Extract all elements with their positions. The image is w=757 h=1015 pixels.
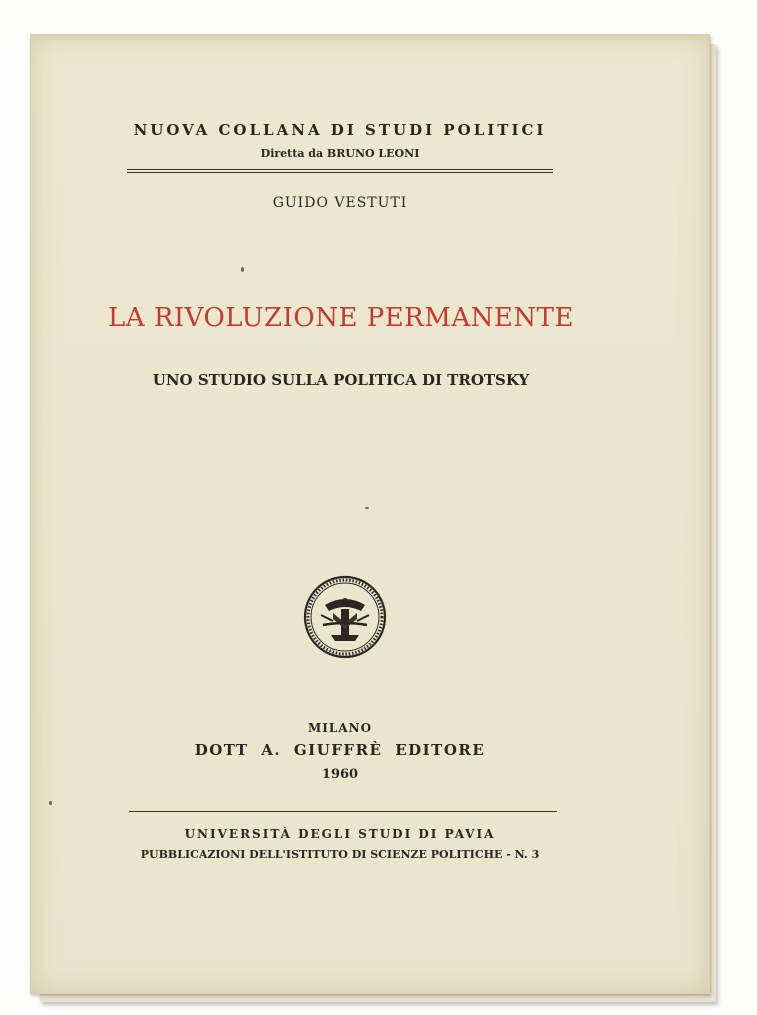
publisher-name: DOTT A. GIUFFRÈ EDITORE	[194, 741, 486, 759]
paper-speck	[49, 801, 52, 805]
author-name: GUIDO VESTUTI	[272, 195, 408, 211]
series-title: NUOVA COLLANA DI STUDI POLITICI	[133, 121, 547, 139]
university-name: UNIVERSITÀ DEGLI STUDI DI PAVIA	[184, 827, 496, 841]
publication-series: PUBBLICAZIONI DELL'ISTITUTO DI SCIENZE POLITICHE - N. 3	[140, 848, 540, 861]
publication-city: MILANO	[307, 721, 373, 735]
top-double-rule	[127, 169, 553, 173]
paper-speck	[365, 507, 369, 509]
paper-speck	[241, 267, 244, 272]
university-seal-icon	[303, 575, 387, 659]
bottom-rule	[129, 811, 557, 812]
book-title: LA RIVOLUZIONE PERMANENTE	[108, 303, 574, 333]
series-director: Diretta da BRUNO LEONI	[260, 147, 420, 160]
book-cover	[30, 34, 710, 994]
book-subtitle: UNO STUDIO SULLA POLITICA DI TROTSKY	[152, 371, 530, 389]
publication-year: 1960	[321, 767, 359, 782]
cover-top-edge	[31, 35, 709, 41]
